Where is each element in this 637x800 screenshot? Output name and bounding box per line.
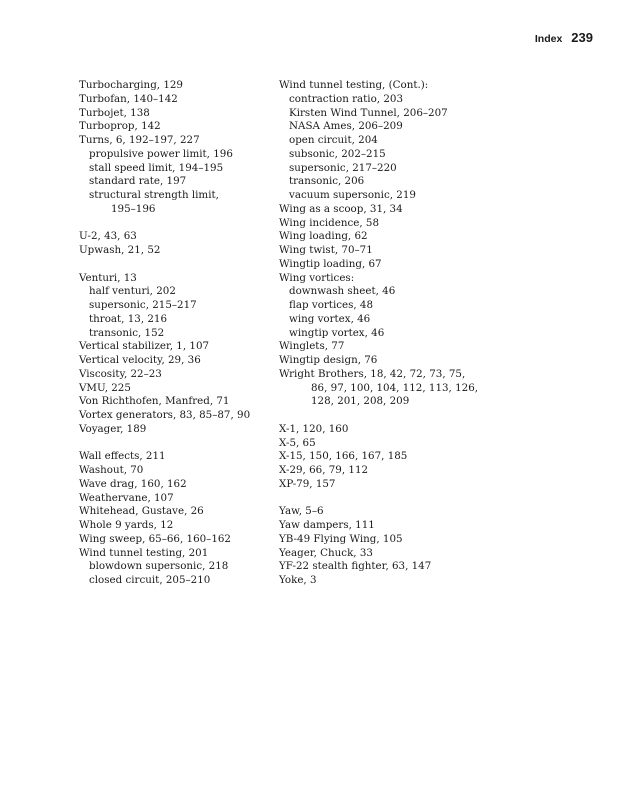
index-entry: Whitehead, Gustave, 26 [79, 505, 204, 518]
index-subentry: subsonic, 202–215 [289, 147, 386, 160]
section-label: Index [534, 33, 563, 45]
index-subentry: supersonic, 215–217 [89, 299, 197, 311]
index-entry: YF-22 stealth fighter, 63, 147 [279, 560, 432, 573]
index-entry: Wingtip loading, 67 [279, 257, 382, 270]
index-entry: Vortex generators, 83, 85–87, 90 [79, 409, 251, 421]
index-entry: Turbofan, 140–142 [79, 92, 178, 105]
running-header [535, 30, 593, 45]
index-subentry: wing vortex, 46 [289, 312, 371, 325]
index-entry: Viscosity, 22–23 [79, 367, 162, 380]
index-entry: Turboprop, 142 [79, 120, 161, 133]
index-subentry: Kirsten Wind Tunnel, 206–207 [289, 106, 448, 119]
index-entry: Voyager, 189 [79, 422, 147, 435]
index-subentry: flap vortices, 48 [289, 299, 374, 311]
index-entry: Wing loading, 62 [279, 230, 368, 243]
index-entry: Whole 9 yards, 12 [79, 519, 174, 531]
index-entry: Yaw dampers, 111 [279, 519, 375, 531]
index-subentry: closed circuit, 205–210 [89, 574, 211, 586]
index-gap [279, 492, 479, 506]
index-subentry: structural strength limit, [89, 189, 219, 201]
index-entry: YB-49 Flying Wing, 105 [279, 532, 403, 545]
index-entry: Wing twist, 70–71 [279, 244, 373, 256]
index-entry: Wall effects, 211 [79, 450, 166, 463]
index-entry: Wind tunnel testing, (Cont.): [279, 79, 429, 91]
index-subentry: 128, 201, 208, 209 [311, 395, 410, 408]
index-gap [79, 437, 259, 451]
index-entry: Wind tunnel testing, 201 [79, 546, 209, 559]
index-entry: Wright Brothers, 18, 42, 72, 73, 75, [279, 367, 466, 380]
index-subentry: contraction ratio, 203 [289, 92, 403, 105]
index-entry: Washout, 70 [79, 464, 144, 476]
index-entry: Turns, 6, 192–197, 227 [79, 134, 200, 146]
index-entry: Weathervane, 107 [79, 491, 174, 504]
index-subentry: 86, 97, 100, 104, 112, 113, 126, [311, 381, 479, 394]
index-subentry: blowdown supersonic, 218 [89, 560, 229, 573]
index-entry: Vertical velocity, 29, 36 [79, 354, 201, 366]
index-entry: Venturi, 13 [79, 271, 137, 284]
index-subentry: wingtip vortex, 46 [289, 326, 385, 339]
index-entry: Wingtip design, 76 [279, 354, 378, 366]
index-entry: Vertical stabilizer, 1, 107 [79, 340, 210, 353]
index-subentry: transonic, 206 [289, 175, 365, 188]
index-subentry: downwash sheet, 46 [289, 285, 396, 298]
index-subentry: NASA Ames, 206–209 [289, 120, 403, 133]
index-gap [279, 409, 479, 423]
page-number: 239 [571, 30, 593, 45]
index-entry: Von Richthofen, Manfred, 71 [79, 395, 230, 408]
index-entry: Yaw, 5–6 [279, 505, 324, 518]
index-entry: Wing as a scoop, 31, 34 [279, 202, 403, 215]
index-subentry: open circuit, 204 [289, 134, 378, 146]
index-subentry: half venturi, 202 [89, 285, 176, 298]
index-entry: Upwash, 21, 52 [79, 244, 161, 256]
index-entry: VMU, 225 [79, 381, 131, 394]
index-entry: Yeager, Chuck, 33 [279, 546, 373, 559]
index-entry: X-15, 150, 166, 167, 185 [279, 450, 408, 463]
index-entry: Winglets, 77 [279, 340, 345, 353]
index-entry: Wing vortices: [279, 271, 355, 284]
index-subentry: standard rate, 197 [89, 175, 187, 188]
index-gap [79, 258, 259, 272]
index-subentry: 195–196 [111, 202, 156, 215]
index-entry: Wing incidence, 58 [279, 216, 380, 229]
index-entry: Turbojet, 138 [79, 106, 150, 119]
index-subentry: transonic, 152 [89, 326, 165, 339]
index-column-right [279, 79, 479, 588]
index-entry: U-2, 43, 63 [79, 230, 137, 243]
index-entry: Wave drag, 160, 162 [79, 477, 187, 490]
index-entry: Wing sweep, 65–66, 160–162 [79, 532, 231, 545]
index-subentry: propulsive power limit, 196 [89, 147, 233, 160]
index-subentry: supersonic, 217–220 [289, 161, 397, 174]
index-subentry: throat, 13, 216 [89, 312, 168, 325]
index-gap [79, 217, 259, 231]
index-entry: X-1, 120, 160 [279, 422, 349, 435]
index-subentry: vacuum supersonic, 219 [289, 189, 416, 201]
index-subentry: stall speed limit, 194–195 [89, 161, 224, 174]
index-entry: Yoke, 3 [279, 574, 317, 586]
index-entry: XP-79, 157 [279, 477, 336, 490]
index-entry: X-29, 66, 79, 112 [279, 464, 369, 476]
index-entry: X-5, 65 [279, 436, 316, 449]
index-entry: Turbocharging, 129 [79, 79, 183, 91]
index-column-left [79, 79, 259, 588]
